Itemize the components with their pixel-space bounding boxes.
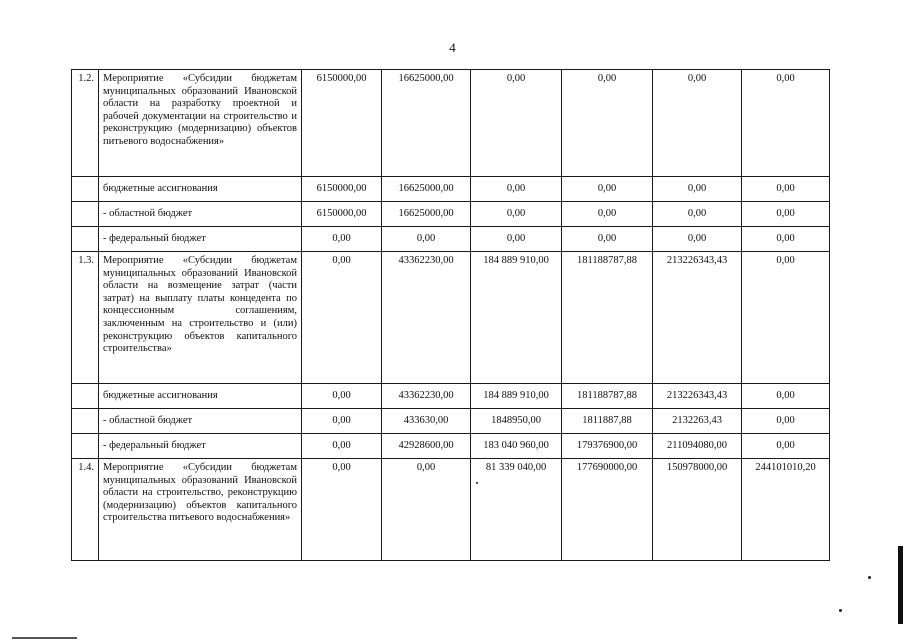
table-row bbox=[72, 459, 830, 561]
page-number: 4 bbox=[449, 40, 456, 55]
amount-cell: 0,00 bbox=[742, 227, 830, 252]
amount-cell: 181188787,88 bbox=[562, 384, 653, 409]
scan-mark-bar bbox=[898, 546, 903, 624]
amount-cell: 433630,00 bbox=[382, 409, 471, 434]
amount-cell: 16625000,00 bbox=[382, 202, 471, 227]
row-number bbox=[72, 384, 99, 409]
row-description: бюджетные ассигнования bbox=[99, 384, 302, 409]
budget-table bbox=[71, 69, 830, 561]
row-number bbox=[72, 434, 99, 459]
scan-mark-line bbox=[12, 637, 77, 639]
amount-cell: 184 889 910,00 bbox=[471, 252, 562, 384]
scan-mark-dot bbox=[868, 576, 871, 579]
table-row bbox=[72, 202, 830, 227]
amount-cell: 16625000,00 bbox=[382, 70, 471, 177]
scan-mark-dot bbox=[476, 482, 478, 484]
row-description: Мероприятие «Субсидии бюджетам муниципальных образований Ивановской области на возмещение затрат (части затрат) на выплату платы концедента по концессионным соглашениям, заключенным на строительство и (или) реконструкцию объектов капитального строительства» bbox=[99, 252, 302, 384]
amount-cell: 177690000,00 bbox=[562, 459, 653, 561]
amount-cell: 0,00 bbox=[302, 409, 382, 434]
amount-cell: 211094080,00 bbox=[653, 434, 742, 459]
row-description: - областной бюджет bbox=[99, 202, 302, 227]
amount-cell: 0,00 bbox=[302, 252, 382, 384]
row-description: - федеральный бюджет bbox=[99, 434, 302, 459]
amount-cell: 213226343,43 bbox=[653, 384, 742, 409]
amount-cell: 2132263,43 bbox=[653, 409, 742, 434]
amount-cell: 0,00 bbox=[302, 227, 382, 252]
row-description: бюджетные ассигнования bbox=[99, 177, 302, 202]
amount-cell: 0,00 bbox=[653, 227, 742, 252]
table-row bbox=[72, 409, 830, 434]
row-description: Мероприятие «Субсидии бюджетам муниципальных образований Ивановской области на строительство, реконструкцию (модернизацию) объектов капитального строительства питьевого водоснабжения» bbox=[99, 459, 302, 561]
amount-cell: 150978000,00 bbox=[653, 459, 742, 561]
amount-cell: 0,00 bbox=[302, 459, 382, 561]
row-number: 1.4. bbox=[72, 459, 99, 561]
amount-cell: 1811887,88 bbox=[562, 409, 653, 434]
amount-cell: 0,00 bbox=[742, 252, 830, 384]
table-row bbox=[72, 177, 830, 202]
amount-cell: 0,00 bbox=[653, 202, 742, 227]
amount-cell: 179376900,00 bbox=[562, 434, 653, 459]
scan-mark-dot bbox=[839, 609, 842, 612]
amount-cell: 81 339 040,00 bbox=[471, 459, 562, 561]
amount-cell: 183 040 960,00 bbox=[471, 434, 562, 459]
row-number: 1.2. bbox=[72, 70, 99, 177]
amount-cell: 213226343,43 bbox=[653, 252, 742, 384]
table-row bbox=[72, 384, 830, 409]
amount-cell: 0,00 bbox=[742, 384, 830, 409]
budget-table-body bbox=[72, 70, 830, 561]
table-row bbox=[72, 252, 830, 384]
amount-cell: 0,00 bbox=[382, 227, 471, 252]
amount-cell: 0,00 bbox=[471, 70, 562, 177]
amount-cell: 184 889 910,00 bbox=[471, 384, 562, 409]
amount-cell: 16625000,00 bbox=[382, 177, 471, 202]
amount-cell: 0,00 bbox=[471, 202, 562, 227]
amount-cell: 0,00 bbox=[562, 177, 653, 202]
amount-cell: 0,00 bbox=[742, 409, 830, 434]
amount-cell: 0,00 bbox=[742, 434, 830, 459]
amount-cell: 0,00 bbox=[382, 459, 471, 561]
amount-cell: 0,00 bbox=[302, 384, 382, 409]
amount-cell: 0,00 bbox=[653, 70, 742, 177]
table-row bbox=[72, 70, 830, 177]
amount-cell: 0,00 bbox=[742, 202, 830, 227]
amount-cell: 6150000,00 bbox=[302, 177, 382, 202]
amount-cell: 0,00 bbox=[471, 227, 562, 252]
amount-cell: 1848950,00 bbox=[471, 409, 562, 434]
amount-cell: 0,00 bbox=[562, 70, 653, 177]
row-description: - федеральный бюджет bbox=[99, 227, 302, 252]
table-row bbox=[72, 227, 830, 252]
amount-cell: 42928600,00 bbox=[382, 434, 471, 459]
amount-cell: 0,00 bbox=[302, 434, 382, 459]
amount-cell: 43362230,00 bbox=[382, 384, 471, 409]
row-number bbox=[72, 409, 99, 434]
row-number: 1.3. bbox=[72, 252, 99, 384]
row-number bbox=[72, 177, 99, 202]
amount-cell: 0,00 bbox=[742, 70, 830, 177]
amount-cell: 0,00 bbox=[471, 177, 562, 202]
amount-cell: 181188787,88 bbox=[562, 252, 653, 384]
amount-cell: 0,00 bbox=[562, 227, 653, 252]
amount-cell: 6150000,00 bbox=[302, 70, 382, 177]
amount-cell: 0,00 bbox=[742, 177, 830, 202]
table-row bbox=[72, 434, 830, 459]
row-description: - областной бюджет bbox=[99, 409, 302, 434]
amount-cell: 0,00 bbox=[653, 177, 742, 202]
amount-cell: 6150000,00 bbox=[302, 202, 382, 227]
amount-cell: 43362230,00 bbox=[382, 252, 471, 384]
row-number bbox=[72, 202, 99, 227]
row-number bbox=[72, 227, 99, 252]
row-description: Мероприятие «Субсидии бюджетам муниципальных образований Ивановской области на разработку проектной и рабочей документации на строительство и реконструкцию (модернизацию) объектов питьевого водоснабжения» bbox=[99, 70, 302, 177]
amount-cell: 0,00 bbox=[562, 202, 653, 227]
amount-cell: 244101010,20 bbox=[742, 459, 830, 561]
